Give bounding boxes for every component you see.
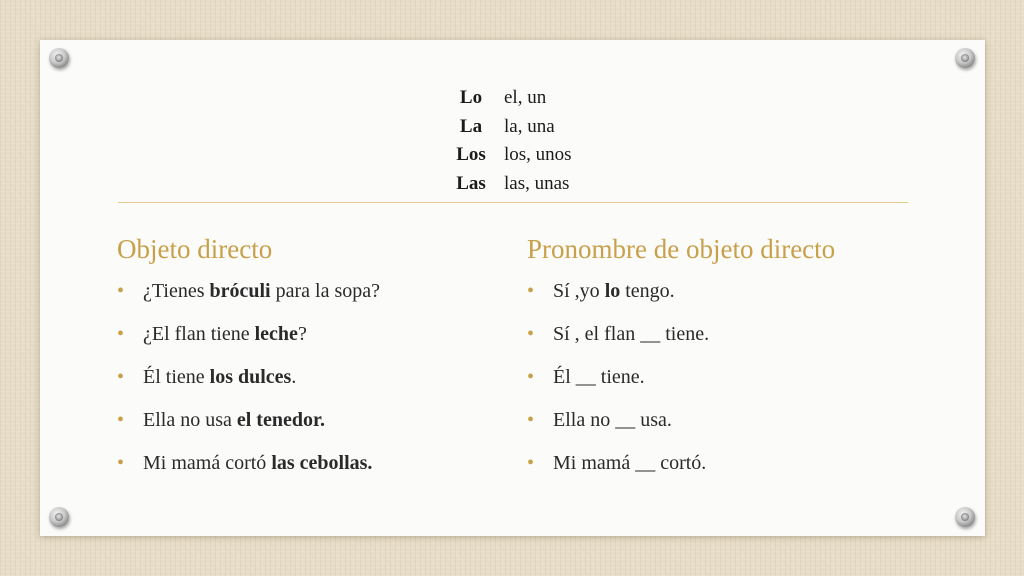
pushpin-icon bbox=[955, 507, 975, 527]
bullet-icon: • bbox=[527, 280, 535, 302]
article-row-los bbox=[440, 141, 572, 170]
article-table bbox=[440, 84, 572, 198]
article-equivalents: el, un bbox=[504, 87, 547, 108]
item-text: Él __ tiene. bbox=[553, 366, 645, 388]
item-text: Él tiene los dulces. bbox=[143, 366, 297, 388]
list-item bbox=[117, 323, 380, 366]
item-text: Mi mamá __ cortó. bbox=[553, 452, 707, 474]
divider-line bbox=[118, 202, 908, 203]
bullet-icon: • bbox=[527, 366, 535, 388]
article-label: Las bbox=[456, 172, 486, 194]
pushpin-icon bbox=[49, 507, 69, 527]
item-text: ¿Tienes bróculi para la sopa? bbox=[143, 280, 380, 302]
list-item bbox=[527, 323, 709, 366]
right-column-title: Pronombre de objeto directo bbox=[527, 234, 836, 264]
pushpin-icon bbox=[49, 48, 69, 68]
pushpin-icon bbox=[955, 48, 975, 68]
bullet-icon: • bbox=[527, 323, 535, 345]
list-item bbox=[117, 280, 380, 323]
list-item bbox=[117, 409, 380, 452]
article-equivalents: las, unas bbox=[504, 172, 570, 194]
bullet-icon: • bbox=[117, 323, 125, 345]
item-text: Sí , el flan __ tiene. bbox=[553, 323, 710, 345]
left-bullet-list bbox=[117, 280, 380, 495]
list-item bbox=[527, 280, 709, 323]
bullet-icon: • bbox=[117, 409, 125, 431]
item-text: Mi mamá cortó las cebollas. bbox=[143, 452, 373, 474]
article-row-lo bbox=[440, 84, 572, 113]
item-text: Ella no usa el tenedor. bbox=[143, 409, 326, 431]
item-text: ¿El flan tiene leche? bbox=[143, 323, 307, 345]
article-equivalents: la, una bbox=[504, 115, 555, 137]
article-label: La bbox=[459, 115, 483, 137]
bullet-icon: • bbox=[117, 366, 125, 388]
bullet-icon: • bbox=[117, 280, 125, 302]
list-item bbox=[117, 452, 380, 495]
list-item bbox=[527, 366, 709, 409]
bullet-icon: • bbox=[527, 409, 535, 431]
article-equivalents: los, unos bbox=[504, 144, 572, 165]
article-label: Lo bbox=[459, 87, 483, 108]
list-item bbox=[527, 452, 709, 495]
left-column-title: Objeto directo bbox=[117, 234, 273, 264]
right-bullet-list bbox=[527, 280, 709, 495]
item-text: Ella no __ usa. bbox=[553, 409, 672, 431]
bullet-icon: • bbox=[117, 452, 125, 474]
list-item bbox=[117, 366, 380, 409]
article-row-las bbox=[440, 170, 572, 199]
article-row-la bbox=[440, 113, 572, 142]
article-label: Los bbox=[456, 144, 486, 165]
list-item bbox=[527, 409, 709, 452]
slide-card bbox=[40, 40, 985, 536]
item-text: Sí ,yo lo tengo. bbox=[553, 280, 675, 302]
bullet-icon: • bbox=[527, 452, 535, 474]
